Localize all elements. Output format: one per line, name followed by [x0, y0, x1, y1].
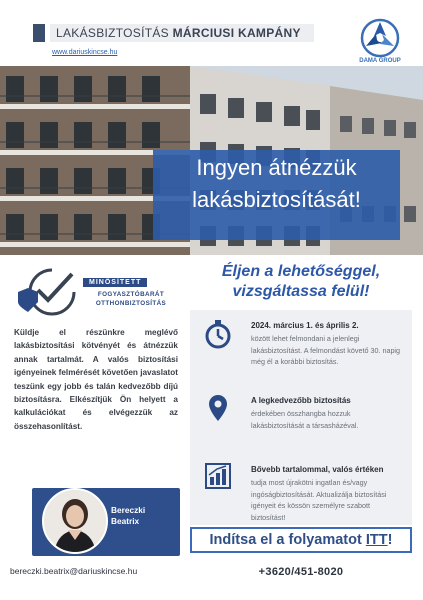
right-headline-1: Éljen a lehetőséggel,	[221, 263, 381, 280]
stopwatch-icon	[204, 319, 232, 349]
item-1-title: 2024. március 1. és április 2.	[251, 321, 359, 330]
item-1-text: között lehet felmondani a jelenlegi lakásbiztosítást. A felmondást követő 30. napig még él a korábbi biztosítás.	[251, 334, 401, 366]
cta-suffix: !	[387, 532, 393, 548]
hero-line-2: lakásbiztosítását!	[192, 187, 361, 212]
item-3-text: tudja most újrakötni ingatlan és/vagy ingóságbiztosítását. Aktualizálja biztosítási igényeit és kössön személyre szabott biztosítást!	[251, 478, 387, 522]
item-2-title: A legkedvezőbb biztosítás	[251, 396, 351, 405]
shield-check-icon	[12, 262, 82, 318]
description-text: Küldje el részünkre meglévő lakásbiztosítási kötvényét és átnézzük annak tartalmát. A valós biztosítási igényeinek felmérését követően javaslatot teszünk egy jobb és talán kedvezőbb díjú biztosításra. Elkészítjük Ön helyett a kalkulációkat és elvégezzük az összehasonlítást.	[14, 328, 178, 431]
hero-headline	[153, 152, 400, 216]
hero-image	[0, 66, 423, 255]
header-accent-bar	[33, 24, 45, 42]
contact-last-name: Beatrix	[111, 516, 140, 526]
contact-first-name: Bereczki	[111, 505, 146, 515]
avatar	[42, 488, 108, 554]
contact-name	[111, 505, 145, 527]
item-2-text: érdekében összhangba hozzuk lakásbiztosítását a társasházéval.	[251, 409, 359, 430]
contact-email-link[interactable]: bereczki.beatrix@dariuskincse.hu	[10, 566, 138, 576]
start-process-button[interactable]	[190, 527, 412, 553]
badge-qualified-label: MINŐSÍTETT	[83, 278, 147, 287]
person-icon	[44, 490, 106, 552]
badge-subtitle	[86, 290, 176, 308]
website-link[interactable]: www.dariuskincse.hu	[52, 49, 118, 56]
badge-subtitle-line-2: OTTHONBIZTOSÍTÁS	[95, 300, 167, 307]
right-headline	[190, 262, 412, 302]
cta-prefix: Indítsa el a folyamatot	[209, 532, 366, 548]
right-headline-2: vizsgáltassa felül!	[232, 283, 370, 300]
item-3-title: Bővebb tartalommal, valós értéken	[251, 465, 384, 474]
bar-chart-icon	[205, 463, 231, 489]
badge-subtitle-line-1: FOGYASZTÓBARÁT	[97, 291, 165, 298]
phone-number[interactable]: +3620/451-8020	[258, 566, 344, 578]
header-title-bold: MÁRCIUSI KAMPÁNY	[172, 26, 301, 40]
header-title-regular: LAKÁSBIZTOSÍTÁS	[56, 26, 173, 40]
location-pin-icon	[207, 394, 229, 422]
header-title	[50, 24, 314, 42]
logo-text: DAMA GROUP	[359, 58, 401, 64]
dama-group-logo	[358, 16, 402, 62]
hero-line-1: Ingyen átnézzük	[196, 155, 357, 180]
cta-link[interactable]: ITT	[365, 532, 388, 548]
